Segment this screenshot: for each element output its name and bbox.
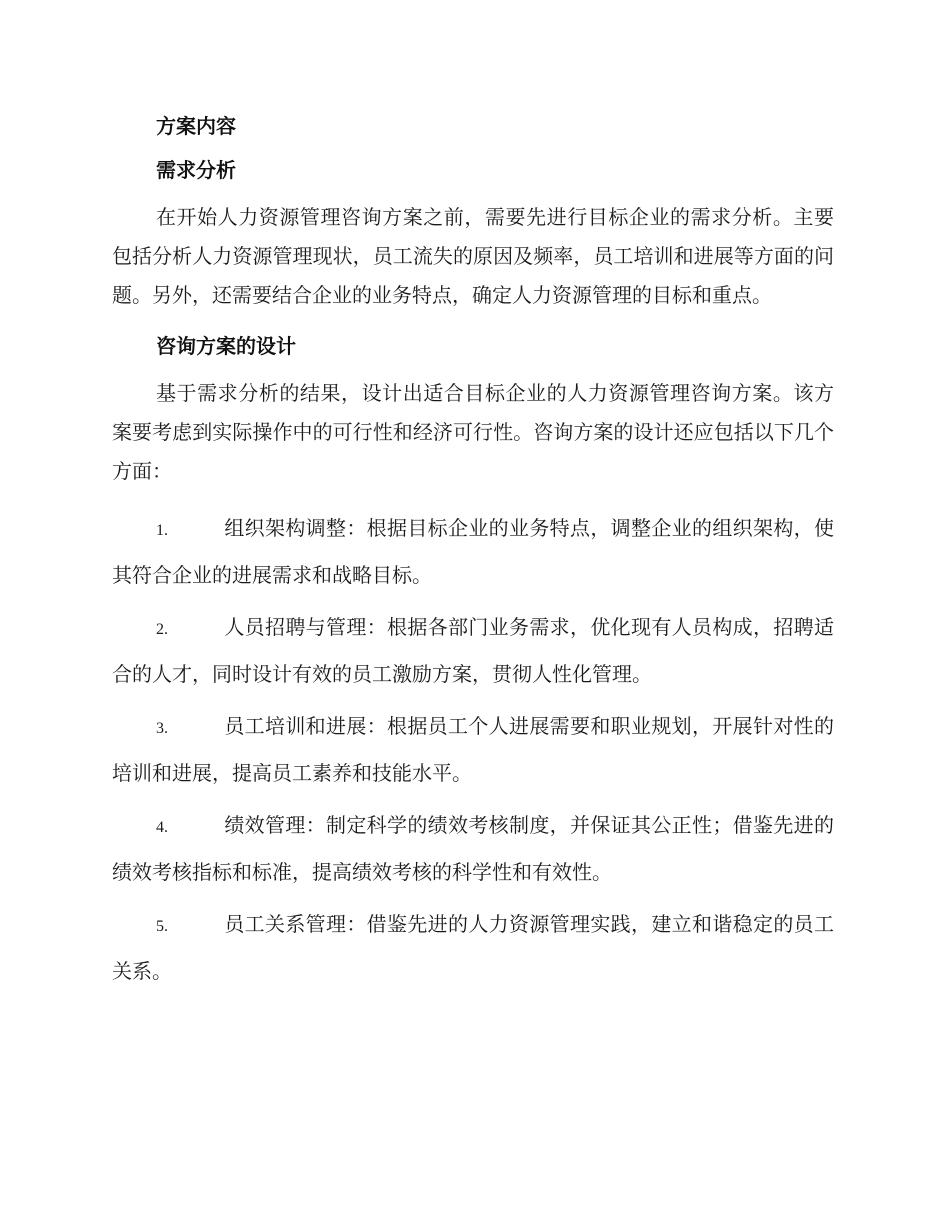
list-item-number: 1. bbox=[156, 522, 168, 539]
plan-design-paragraph: 基于需求分析的结果，设计出适合目标企业的人力资源管理咨询方案。该方案要考虑到实际操作中的可行性和经济可行性。咨询方案的设计还应包括以下几个方面： bbox=[112, 381, 834, 483]
list-item bbox=[112, 902, 834, 994]
main-heading: 方案内容 bbox=[156, 114, 236, 138]
list-item-text: 人员招聘与管理：根据各部门业务需求，优化现有人员构成，招聘适合的人才，同时设计有效的员工激励方案，贯彻人性化管理。 bbox=[112, 615, 834, 686]
list-item bbox=[112, 704, 834, 796]
list-item-number: 5. bbox=[156, 918, 168, 935]
needs-analysis-paragraph: 在开始人力资源管理咨询方案之前，需要先进行目标企业的需求分析。主要包括分析人力资源管理现状，员工流失的原因及频率，员工培训和进展等方面的问题。另外，还需要结合企业的业务特点，确定人力资源管理的目标和重点。 bbox=[112, 205, 834, 307]
list-item-number: 2. bbox=[156, 621, 168, 638]
list-item-text: 绩效管理：制定科学的绩效考核制度，并保证其公正性；借鉴先进的绩效考核指标和标准，提高绩效考核的科学性和有效性。 bbox=[112, 813, 834, 884]
document-body bbox=[112, 110, 834, 1001]
list-item bbox=[112, 803, 834, 895]
list-item-number: 4. bbox=[156, 819, 168, 836]
list-item-text: 组织架构调整：根据目标企业的业务特点，调整企业的组织架构，使其符合企业的进展需求和战略目标。 bbox=[112, 516, 834, 587]
section-title-needs-analysis: 需求分析 bbox=[156, 158, 236, 182]
list-item-number: 3. bbox=[156, 720, 168, 737]
section-title-plan-design: 咨询方案的设计 bbox=[156, 334, 296, 358]
list-item bbox=[112, 506, 834, 598]
list-item bbox=[112, 605, 834, 697]
list-item-text: 员工培训和进展：根据员工个人进展需要和职业规划，开展针对性的培训和进展，提高员工素养和技能水平。 bbox=[112, 714, 834, 785]
list-item-text: 员工关系管理：借鉴先进的人力资源管理实践，建立和谐稳定的员工关系。 bbox=[112, 912, 834, 983]
